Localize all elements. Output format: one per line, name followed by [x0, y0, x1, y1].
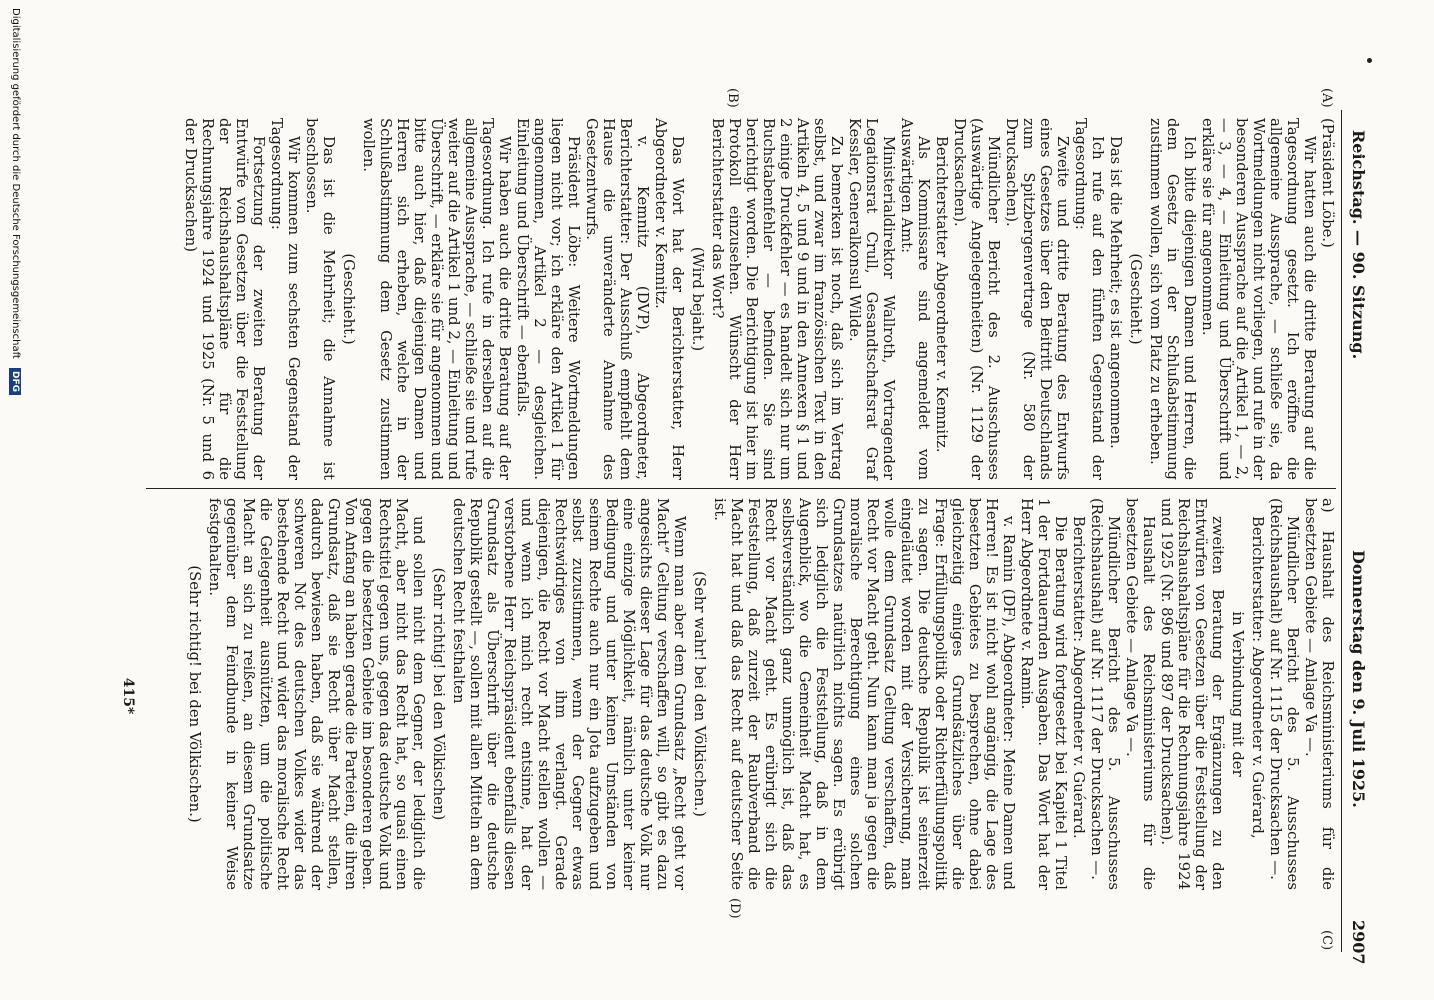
margin-mark-a: (A) — [1319, 88, 1334, 108]
left-column-paragraph: Berichterstatter Abgeordneter v. Kemnitz. — [933, 136, 950, 453]
margin-mark-d: (D) — [727, 898, 742, 919]
right-column-paragraph: Die Beratung wird fortgesetzt bei Kapitel 1 Titel 1 der Fortdauernden Ausgaben. Das Wort hat der Herr Abgeordnete v. Ramin. — [1018, 498, 1069, 890]
left-column-paragraph: Wir hatten auch die dritte Beratung auf die Tagesordnung gesetzt. Ich eröffne die allgemeine Aussprache, — schließe sie, da Wortmeldungen nicht vorliegen, und rufe in der besonderen Aussprache auf die Artikel 1, — 2, — 3, — 4, — Einleitung und Überschrift und erkläre sie für angenommen. — [1199, 118, 1318, 480]
header-left: Reichstag. — 90. Sitzung. — [1349, 130, 1368, 360]
left-column-paragraph: Mündlicher Bericht des 2. Ausschusses (Auswärtige Angelegenheiten) (Nr. 1129 der Drucksachen). — [951, 118, 1002, 480]
page-number: 2907 — [1349, 920, 1368, 965]
right-column-paragraph: Berichterstatter: Abgeordneter v. Guérard. — [1070, 516, 1087, 839]
right-column-paragraph: zweiten Beratung der Ergänzungen zu den Entwürfen von Gesetzen über die Feststellung der Reichshaushaltspläne für die Rechnungsjahre 1924 und 1925 (Nr. 896 und 897 der Drucksachen). — [1158, 498, 1226, 890]
left-column-paragraph: Das ist die Mehrheit; es ist angenommen. — [1107, 136, 1124, 449]
left-column-paragraph: (Wird bejaht.) — [689, 246, 706, 352]
left-column-paragraph: (Präsident Löbe.) — [1319, 118, 1336, 248]
left-column — [181, 118, 1336, 480]
right-column-paragraph: Mündlicher Bericht des 5. Ausschusses (Reichshaushalt) auf Nr. 1117 der Drucksachen —. — [1088, 498, 1122, 890]
left-column-paragraph: Präsident Löbe: Weitere Wortmeldungen liegen nicht vor; ich erkläre den Artikel 1 für angenommen, Artikel 2 — desgleichen. Einleitung und Überschrift — ebenfalls. — [514, 118, 582, 480]
left-column-paragraph: (Geschieht.) — [340, 253, 357, 345]
left-column-paragraph: v. Kemnitz (DVP), Abgeordneter, Berichterstatter: Der Ausschuß empfiehlt dem Hause die unveränderte Annahme des Gesetzentwurfs. — [583, 118, 651, 480]
footer-text: Digitalisierung gefördert durch die Deutsche Forschungsgemeinschaft — [10, 8, 21, 359]
left-column-paragraph: Wir haben auch die dritte Beratung auf der Tagesordnung. Ich rufe in derselben auf die allgemeine Aussprache, — schließe sie und rufe weiter auf die Artikel 1 und 2, — Einleitung und Überschrift, — erkläre sie für angenommen und bitte auch hier, daß diejenigen Damen und Herren sich erheben, welche in der Schlußabstimmung dem Gesetz zustimmen wollen. — [360, 118, 513, 480]
left-column-paragraph: Ministerialdirektor Wallroth, Vortragender Legationsrat Crull, Gesandtschaftsrat Graf Kessler, Generalkonsul Wilde. — [846, 118, 897, 480]
right-column-paragraph: a) Haushalt des Reichsministeriums für die besetzten Gebiete — Anlage Va —. — [1302, 498, 1336, 890]
left-column-paragraph: (Geschieht.) — [1127, 253, 1144, 345]
page-signature: 415* — [120, 677, 136, 715]
right-column-paragraph: (Sehr richtig! bei den Völkischen.) — [186, 565, 203, 823]
left-column-paragraph: Das Wort hat der Berichterstatter, Herr Abgeordneter v. Kemnitz. — [652, 118, 686, 480]
footer — [3, 0, 21, 1000]
right-column-paragraph: Mündlicher Bericht des 5. Ausschusses (Reichshaushalt) auf Nr. 1115 der Drucksachen —. — [1267, 498, 1301, 890]
margin-mark-c: (C) — [1319, 930, 1334, 951]
right-column-paragraph: (Sehr wahr! bei den Völkischen.) — [691, 571, 708, 817]
right-column-paragraph: Berichterstatter: Abgeordneter v. Guérard, — [1249, 516, 1266, 839]
left-column-paragraph: Als Kommissare sind angemeldet vom Auswärtigen Amt: — [898, 118, 932, 480]
header-right: Donnerstag den 9. Juli 1925. — [1349, 550, 1368, 808]
right-column-paragraph: Haushalt des Reichsministeriums für die besetzten Gebiete — Anlage Va —. — [1123, 498, 1157, 890]
left-column-paragraph: Ich rufe auf den fünften Gegenstand der Tagesordnung: — [1072, 118, 1106, 480]
left-column-paragraph: Zweite und dritte Beratung des Entwurfs eines Gesetzes über den Beitritt Deutschlands zum Spitzbergenvertrage (Nr. 580 der Drucksachen). — [1003, 118, 1071, 480]
left-column-paragraph: Ich bitte diejenigen Damen und Herren, die dem Gesetz in der Schlußabstimmung zustimmen wollen, sich vom Platz zu erheben. — [1147, 118, 1198, 480]
header-rule — [1341, 110, 1342, 952]
left-column-paragraph: Zu bemerken ist noch, daß sich im Vertrag selbst, und zwar im französischen Text in den Artikeln 4, 5 und 9 und in den Annexen § 1 und 2 einige Druckfehler — es handelt sich nur um Buchstabenfehler — befinden. Sie sind berichtigt worden. Die Berichtigung ist hier im Protokoll einzusehen. Wünscht der Herr Berichterstatter das Wort? — [709, 118, 845, 480]
right-column-paragraph: Wenn man aber dem Grundsatz „Recht geht vor Macht“ Geltung verschaffen will, so gibt es dazu angesichts dieser Lage für das deutsche Volk nur eine einzige Möglichkeit, nämlich unter keiner Bedingung und unter keinen Umständen von seinem Rechte auch nur ein Jota aufzugeben und selbst zuzustimmen, wenn der Gegner etwas Rechtswidriges von ihm verlangt. Gerade diejenigen, die Recht vor Macht stellen wollen — und wenn ich mich recht entsinne, hat der verstorbene Herr Reichspräsident ebenfalls diesen Grundsatz als Überschrift über die deutsche Republik gestellt —, sollen mit allen Mitteln an dem deutschen Recht festhalten — [450, 498, 688, 890]
dfg-logo: DFG — [9, 368, 21, 395]
column-rule — [146, 488, 1336, 489]
left-column-paragraph: Wir kommen zum sechsten Gegenstand der Tagesordnung: — [268, 118, 302, 480]
right-column-paragraph: v. Ramin (DF), Abgeordneter: Meine Damen und Herren! Es ist nicht wohl angängig, die Lage des besetzten Gebietes zu besprechen, ohne dabei gleichzeitig einiges Grundsätzliches über die Frage: Erfüllungspolitik oder Richterfüllungspolitik zu sagen. Die deutsche Republik ist seinerzeit eingeläutet worden mit der Versicherung, man wolle dem Grundsatz Geltung verschaffen, daß Recht vor Macht geht. Nun kann man ja gegen die moralische Berechtigung eines solchen Grundsatzes natürlich nichts sagen. Es erübrigt sich lediglich die Feststellung, daß in dem Augenblick, wo die Gemeinheit Macht hat, es selbstverständlich ganz unmöglich ist, daß das Recht vor Macht geht. Es erübrigt sich die Feststellung, daß zurzeit der Raubverband die Macht hat und daß das Recht auf deutscher Seite ist. — [711, 498, 1017, 890]
right-column-paragraph: (Sehr richtig! bei den Völkischen) — [430, 567, 447, 821]
punch-dot — [1367, 58, 1372, 63]
left-column-paragraph: Das ist die Mehrheit; die Annahme ist beschlossen. — [303, 118, 337, 480]
margin-mark-b: (B) — [725, 88, 740, 108]
left-column-paragraph: Fortsetzung der zweiten Beratung der Entwürfe von Gesetzen über die Feststellung der Reichshaushaltspläne für die Rechnungsjahre 1924 und 1925 (Nr. 5 und 6 der Drucksachen) — [182, 118, 267, 480]
right-column-paragraph: und sollen nicht dem Gegner, der lediglich die Macht, aber nicht das Recht hat, so quasi einen Rechtstitel gegen uns, gegen das deutsche Volk und gegen die besetzten Gebiete im besonderen geben. Von Anfang an haben gerade die Parteien, die ihren Grundsatz, daß sie Recht über Macht stellen, dadurch bewiesen haben, daß sie während der schweren Not des deutschen Volkes wider das bestehende Recht und wider das moralische Recht die Gelegenheit ausnützten, um die politische Macht an sich zu reißen, an diesem Grundsatze gegenüber dem Feindbunde in keiner Weise festgehalten. — [206, 498, 427, 890]
right-column-paragraph: in Verbindung mit der — [1229, 611, 1246, 777]
right-column — [183, 498, 1336, 890]
